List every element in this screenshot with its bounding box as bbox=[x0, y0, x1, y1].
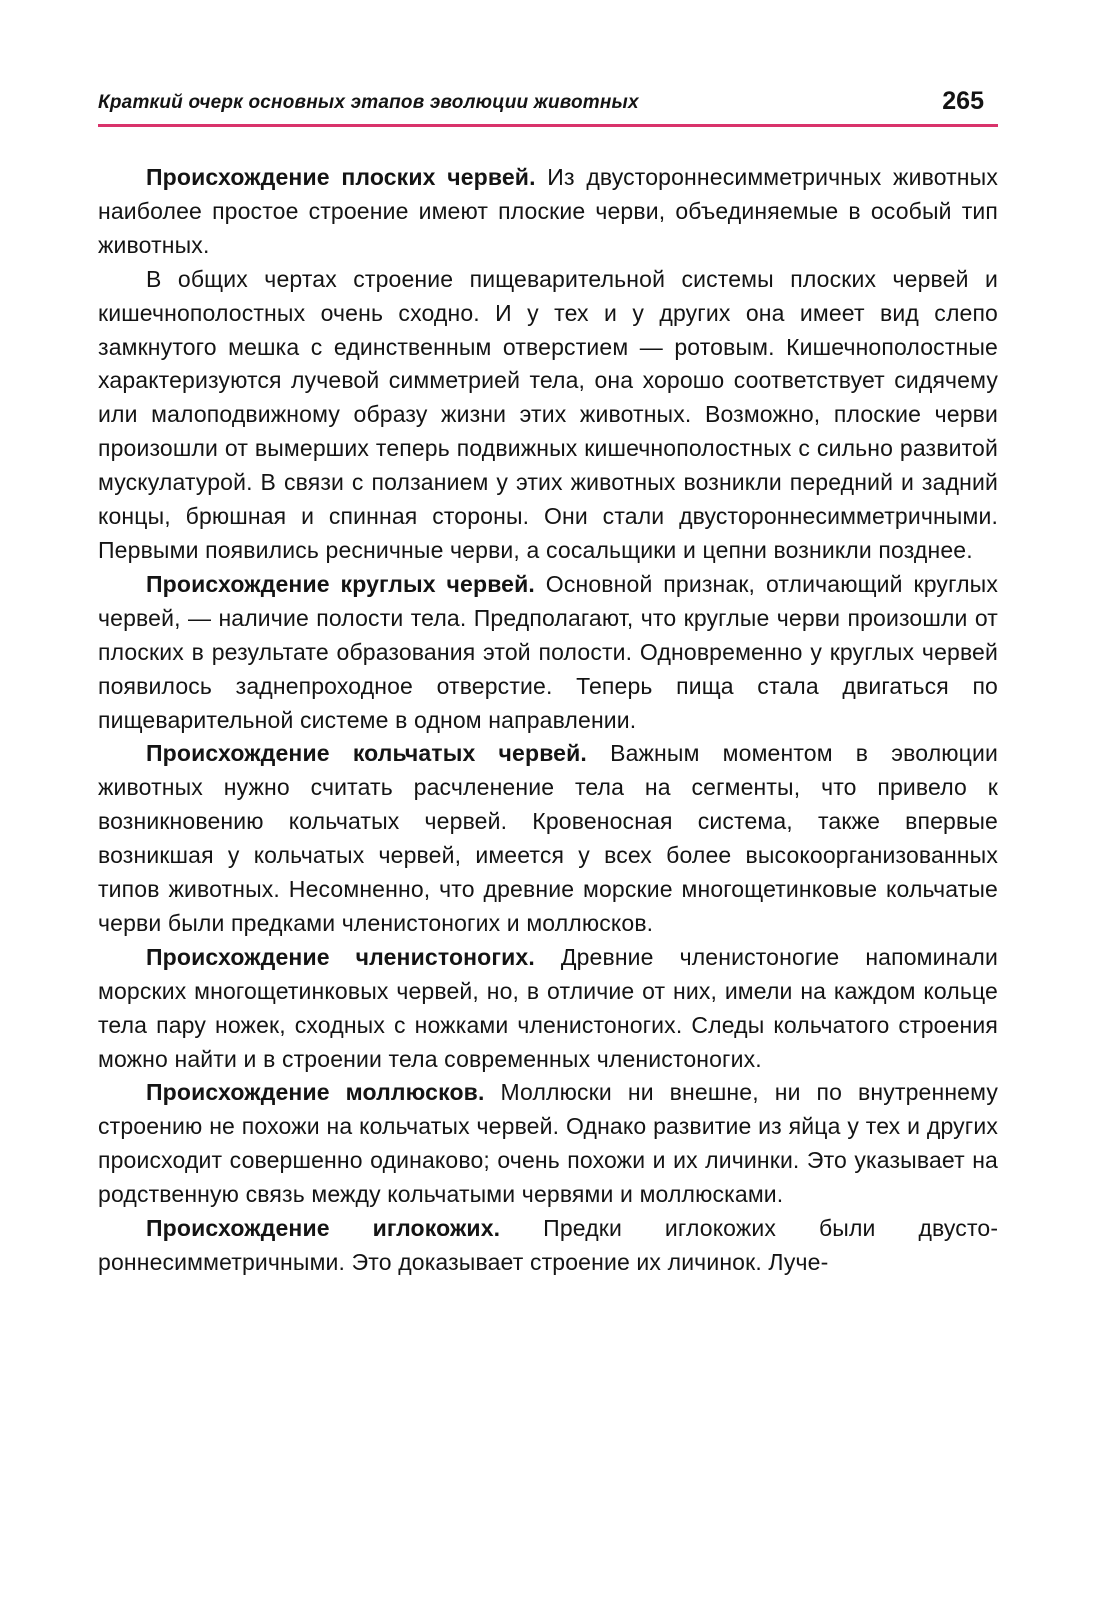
paragraph-heading: Происхождение членистоногих. bbox=[146, 943, 535, 970]
paragraph-flatworms bbox=[98, 161, 998, 263]
paragraph-arthropods bbox=[98, 941, 998, 1077]
paragraph-text: Важным моментом в эволюции животных нужно считать расчленение тела на сегменты, что привело к возникновению кольчатых червей. Кровеносная система, также впервые возникшая у кольчатых червей, имеется у всех более высокоорганизованных типов животных. Несомненно, что древние морские многощетинковые кольчатые черви были предками членистоногих и моллюсков. bbox=[98, 740, 998, 936]
paragraph-heading: Происхождение круглых червей. bbox=[146, 570, 535, 597]
paragraph-flatworms-digestion bbox=[98, 263, 998, 568]
paragraph-echinoderms bbox=[98, 1212, 998, 1280]
running-title: Краткий очерк основных этапов эволюции животных bbox=[98, 92, 639, 113]
paragraph-text: Из двустороннесимметричных животных наиболее простое строение имеют плоские черви, объединяемые в особый тип животных. bbox=[98, 164, 998, 258]
book-page bbox=[98, 84, 998, 1280]
paragraph-text: Предки иглокожих были двустороннесимметричными. Это доказывает строение их личинок. Луче- bbox=[98, 1215, 998, 1275]
paragraph-mollusks bbox=[98, 1076, 998, 1212]
running-header bbox=[98, 84, 998, 128]
paragraph-annelids bbox=[98, 737, 998, 940]
paragraph-text: В общих чертах строение пищеварительной системы плоских червей и кишечнополостных очень сходно. И у тех и у других она имеет вид слепо замкнутого мешка с единственным отверстием — ротовым. Кишечнополостные характеризуются лучевой симметрией тела, она хорошо соответствует сидячему или малоподвижному образу жизни этих животных. Возможно, плоские черви произошли от вымерших теперь подвижных кишечнополостных с сильно развитой мускулатурой. В связи с ползанием у этих животных возникли передний и задний концы, брюшная и спинная стороны. Они стали двустороннесимметричными. Первыми появились ресничные черви, а сосальщики и цепни возникли позднее. bbox=[98, 265, 998, 563]
paragraph-text: Моллюски ни внешне, ни по внутреннему строению не похожи на кольчатых червей. Однако развитие из яйца у тех и других происходит совершенно одинаково; очень похожи и их личинки. Это указывает на родственную связь между кольчатыми червями и моллюсками. bbox=[98, 1079, 998, 1208]
paragraph-heading: Происхождение моллюсков. bbox=[146, 1079, 485, 1106]
paragraph-text: Древние членистоногие напоминали морских многощетинковых червей, но, в отличие от них, имели на каждом кольце тела пару ножек, сходных с ножками членистоногих. Следы кольчатого строения можно найти и в строении тела современных членистоногих. bbox=[98, 943, 998, 1072]
header-rule bbox=[98, 124, 998, 127]
body-text bbox=[98, 161, 998, 1280]
paragraph-roundworms bbox=[98, 568, 998, 738]
paragraph-text: Основной признак, отличающий круглых червей, — наличие полости тела. Предполагают, что круглые черви произошли от плоских в результате образования этой полости. Одновременно у круглых червей появилось заднепроходное отверстие. Теперь пища стала двигаться по пищеварительной системе в одном направлении. bbox=[98, 570, 998, 733]
page-number: 265 bbox=[942, 87, 984, 115]
paragraph-heading: Происхождение иглокожих. bbox=[146, 1215, 501, 1242]
paragraph-heading: Происхождение плоских червей. bbox=[146, 164, 536, 190]
paragraph-heading: Происхождение кольчатых червей. bbox=[146, 740, 587, 767]
